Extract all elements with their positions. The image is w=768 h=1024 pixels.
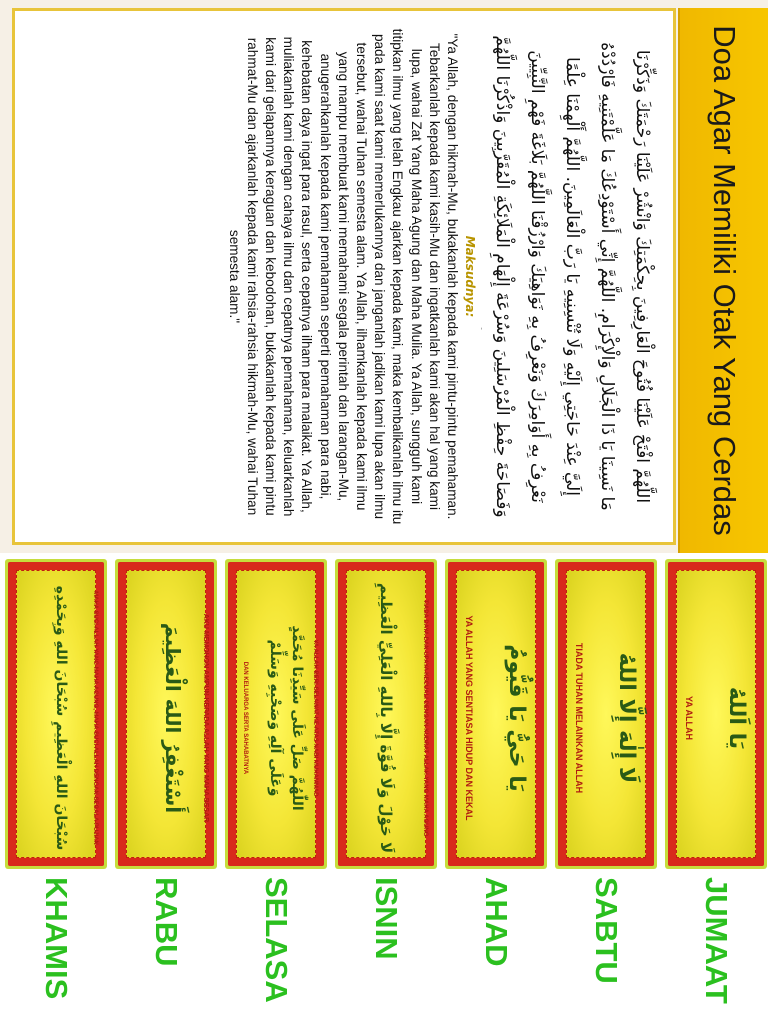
- card-frame: [338, 562, 434, 866]
- card-meaning: YA ALLAH YANG SENTIASA HIDUP DAN KEKAL: [464, 615, 474, 821]
- day-name: SABTU: [589, 877, 624, 984]
- card-isnin: [335, 559, 437, 869]
- card-meaning: MAHA SUCI ALLAH YANG MAHA AGUNG, MAHA SUCI ALLAH DENGAN SEGALA PUJIAN: [92, 591, 98, 845]
- card-arabic: لَا حَوْلَ وَلَا قُوَّةَ إِلَّا بِاللهِ الْعَلِيِّ الْعَظِيمِ: [377, 582, 395, 854]
- card-inner: [346, 570, 426, 858]
- card-meaning: YA ALLAH BERI SELAWAT KE ATAS NABI MUHAMMAD: [312, 639, 318, 797]
- card-meaning-2: DAN KELUARGA SERTA SAHABATNYA: [242, 661, 248, 775]
- card-frame: [8, 562, 104, 866]
- card-arabic: اللّٰهُمَّ صَلِّ عَلَى سَيِّدِنَا مُحَمَّدٍ: [289, 625, 305, 811]
- card-jumaat: [665, 559, 767, 869]
- day-label-isnin: [335, 877, 437, 1022]
- card-arabic: سُبْحَانَ اللهِ الْعَظِيمِ سُبْحَانَ اللهِ وَبِحَمْدِهِ: [53, 585, 69, 851]
- card-ahad: [445, 559, 547, 869]
- title-band: [678, 8, 768, 553]
- day-name: AHAD: [479, 877, 514, 967]
- meaning-text: "Ya Allah, dengan hikmah-Mu, bukakanlah kepada kami pintu-pintu pemahaman. Tebarkanlah kepada kami kasih-Mu dan ingatkanlah kami akan hal yang kami lupa, wahai Zat Yang Maha Agung dan Maha Mulia. Ya Allah, sungguh kami titipkan ilmu yang telah Engkau ajarkan kepada kami, maka kembalikanlah ilmu itu pada kami saat kami memerlukannya dan janganlah jadikan kami lupa akan ilmu tersebut, wahai Tuhan semesta alam. Ya Allah, ilhamkanlah kepada kami ilmu yang mampu membuat kami memahami segala perintah dan larangan-Mu, anugerahkanlah kepada kami pemahaman seperti pemahaman para nabi, kehebatan daya ingat para rasul, serta cepatnya ilham para malaikat. Ya Allah, muliakanlah kami dengan cahaya ilmu dan cepatnya pemahaman, keluarkanlah kami dari gelapannya keraguan dan kebodohan, bukakanlah kepada kami pintu rahmat-Mu dan ajarkanlah kepada kami rahsia-rahsia hikmah-Mu, wahai Tuhan semesta alam.": [226, 28, 460, 525]
- page-title: Doa Agar Memiliki Otak Yang Cerdas: [707, 25, 742, 536]
- day-label-khamis: [5, 877, 107, 1022]
- card-inner: [676, 570, 756, 858]
- day-name: JUMAAT: [699, 877, 734, 1004]
- card-arabic: يَا حَيُّ يَا قَيُّومُ: [504, 644, 529, 792]
- card-khamis: [5, 559, 107, 869]
- card-arabic: أَسْتَغْفِرُ اللهَ الْعَظِيمَ: [161, 622, 185, 814]
- card-frame: [118, 562, 214, 866]
- day-label-sabtu: [555, 877, 657, 1022]
- meaning-label: Maksudnya:: [463, 235, 477, 318]
- arabic-line: [481, 27, 484, 526]
- arabic-line: اللَّهُمَّ افْتَحْ عَلَيْنَا فُتُوحَ الْعَارِفِينَ بِحِكْمَتِكَ وَانْشُرْ عَلَيْنَا رَحْمَتَكَ وَذَكِّرْنَا: [632, 49, 652, 504]
- card-arabic: لَا إِلٰهَ إِلَّا اللهُ: [614, 652, 639, 784]
- card-frame: [668, 562, 764, 866]
- card-frame: [558, 562, 654, 866]
- card-meaning: YA ALLAH: [684, 695, 694, 740]
- card-meaning: AKU MEMOHON AMPUN KEPADA ALLAH YANG MAHA BESAR: [202, 613, 209, 823]
- day-label-selasa: [225, 877, 327, 1022]
- card-inner: [236, 570, 316, 858]
- day-label-ahad: [445, 877, 547, 1022]
- day-name: KHAMIS: [39, 877, 74, 1000]
- day-label-jumaat: [665, 877, 767, 1022]
- daily-zikir-cards: [0, 553, 768, 1024]
- doa-text-box: [12, 8, 676, 545]
- card-arabic: يَا اَللهُ: [724, 686, 749, 750]
- arabic-line: إِلَيَّ عِنْدَ حَاجَتِي إِلَيْهِ وَلَا تُنْسِنِيهِ يَا رَبَّ الْعَالَمِينَ. اللَّهُمَّ أَلْهِمْنَا عِلْمًا: [562, 57, 582, 496]
- arabic-line: وَفَصَاحَةَ حِفْظِ الْمُرْسَلِينَ وَسُرْعَةَ إِلْهَامِ الْمَلَائِكَةِ الْمُقَرَّبِينَ وَاذْكُرْنَا اللَّهُمَّ: [492, 35, 512, 518]
- card-arabic-2: وَعَلَى آلِهِ وَصَحْبِهِ وَسَلِّمْ: [267, 639, 283, 797]
- card-sabtu: [555, 559, 657, 869]
- card-frame: [228, 562, 324, 866]
- card-meaning: TIADA TUHAN MELAINKAN ALLAH: [574, 642, 584, 794]
- card-selasa: [225, 559, 327, 869]
- arabic-prayer: [481, 27, 659, 526]
- card-frame: [448, 562, 544, 866]
- day-label-rabu: [115, 877, 217, 1022]
- day-name: SELASA: [259, 877, 294, 1003]
- arabic-line: مَا نَسِينَا يَا ذَا الْجَلَالِ وَالْإِكْرَامِ. اللَّهُمَّ إِنِّي أَسْتَوْدِعُكَ مَا عَلَّمْتَنِيهِ فَارْدُدْهُ: [597, 42, 617, 511]
- card-inner: [566, 570, 646, 858]
- card-inner: [456, 570, 536, 858]
- card-rabu: [115, 559, 217, 869]
- day-name: RABU: [149, 877, 184, 967]
- card-meaning: TIADA DAYA DAN UPAYA KECUALI DENGAN KUDRAT ALLAH YANG MAHA AGUNG: [422, 599, 428, 837]
- card-inner: [16, 570, 96, 858]
- card-inner: [126, 570, 209, 858]
- arabic-line: نَعْرِفُ بِهِ أَوَامِرَكَ وَنَعْرِفُ بِهِ نَوَاهِيَكَ وَارْزُقْنَا اللَّهُمَّ بَلَاغَةَ فَهْمِ النَّبِيِّينَ: [527, 50, 547, 503]
- day-name: ISNIN: [369, 877, 404, 960]
